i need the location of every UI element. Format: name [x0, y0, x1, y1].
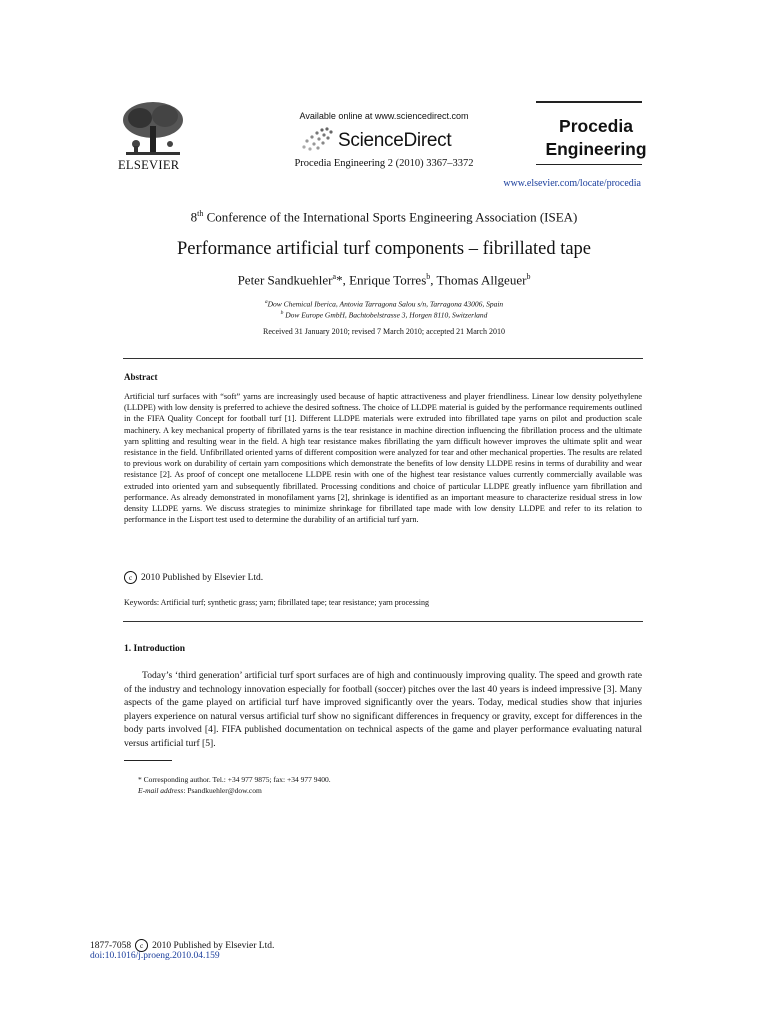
issn: 1877-7058 [90, 940, 132, 951]
corresponding-mark: * [336, 272, 343, 288]
affiliation-text: Dow Europe GmbH, Bachtobelstrasse 3, Horgen 8110, Switzerland [285, 310, 488, 320]
author-list: Peter Sandkuehler$^a$*, Enrique Torres$^b$, Thomas Allgeuer$^b$ [237, 272, 531, 288]
publisher-name: ELSEVIER [118, 158, 180, 172]
journal-url-link[interactable]: www.elsevier.com/locate/procedia [503, 178, 641, 189]
brand-rule-top [536, 101, 642, 103]
conference-name: Conference of the International Sports Engineering Association (ISEA) [203, 209, 578, 225]
received-dates: Received 31 January 2010; revised 7 March 2010; accepted 21 March 2010 [263, 327, 505, 336]
abstract-rule-bottom [123, 621, 643, 622]
abstract-rule-top [123, 358, 643, 359]
author-affiliation-mark: b [426, 272, 431, 281]
journal-brand-line1: Procedia [559, 116, 633, 136]
author-affiliation-mark: a [332, 272, 337, 281]
conference-ordinal: 8 [190, 209, 198, 225]
footnote-corresponding: * Corresponding author. Tel.: +34 977 9875; fax: +34 977 9400. [138, 775, 331, 784]
abstract-body: Artificial turf surfaces with “soft” yarns are increasingly used because of haptic attractiveness and player friendliness. Linear low density polyethylene (LLDPE) with low density is preferred to achieve the desired softness. The choice of LLDPE material is guided by the performance requirements outlined in the FIFA Quality Concept for football turf [1]. Different LLDPE materials were extruded into fibrillated tape yarns on pilot and production scale machinery. A key mechanical property of fibrillated yarns is the tear resistance in machine direction influencing the fibrillation process and the ultimate yarn splitting and resulting wear in the field. A high tear resistance makes fibrillating the yarn difficult however improves the ultimate split and wear resistance in the field. Unfibrillated oriented yarns of different composition were analyzed for tear and other mechanical properties. The results are related to previous work on durability of certain yarn compositions which demonstrate the benefits of low density LLDPE resins in terms of durability and wear resistance [2]. As proof of concept one metallocene LLDPE resin with one of the highest tear resistance values currently commercially available was extruded into oriented yarn and subsequently fibrillated. Processing conditions and choice of particular LLDPE greatly influence yarn fibrillation and performance. As already demonstrated in monofilament yarns [2], shrinkage is identified as an important measure to characterize residual stress in low density LLDPE yarns. We discuss strategies to minimize shrinkage for fibrillated tape made with low density LLDPE and refer to its relation to performance in the Lisport test used to determine the durability of an artificial turf yarn. [124, 392, 642, 525]
conference-line [0, 209, 768, 225]
email-address: : Psandkuehler@dow.com [183, 786, 262, 795]
author-name: Enrique Torres [349, 272, 427, 288]
footer-copyright: 2010 Published by Elsevier Ltd. [152, 940, 275, 951]
copyright-icon: c [124, 571, 137, 584]
keywords: Keywords: Artificial turf; synthetic grass; yarn; fibrillated tape; tear resistance; yarn processing [124, 598, 430, 607]
copyright-text: 2010 Published by Elsevier Ltd. [141, 572, 264, 583]
sciencedirect-dots-logo [300, 126, 336, 152]
affiliation-mark: b [280, 310, 284, 316]
paper-title: Performance artificial turf components – fibrillated tape [176, 239, 592, 259]
author-name: Peter Sandkuehler [237, 272, 333, 288]
journal-reference: Procedia Engineering 2 (2010) 3367–3372 [294, 158, 474, 169]
copyright-icon: c [135, 939, 148, 952]
affiliation-mark: a [264, 299, 268, 305]
introduction-paragraph: Today’s ‘third generation’ artificial turf sport surfaces are of high and continuously improving quality. The speed and growth rate of the industry and technology innovation especially for football (soccer) pitches over the last 40 years is indeed impressive [3]. Many aspects of the game played on artificial turf have improved significantly over the years. Today, medical studies show that injuries players experience on natural versus artificial turf show no significant differences in frequency or gravity, except for differences in the body parts involved [4]. FIFA published documentation on technical aspects of the game and player performance evaluating natural versus artificial turf [5]. [124, 670, 642, 749]
email-label: E-mail address [138, 786, 184, 795]
elsevier-tree-logo [118, 100, 188, 158]
footnote-rule [124, 760, 172, 761]
abstract-heading: Abstract [124, 372, 158, 382]
affiliation-a [0, 299, 768, 309]
author-affiliation-mark: b [526, 272, 531, 281]
footnote-email [138, 786, 262, 795]
available-online: Available online at www.sciencedirect.com [299, 111, 469, 121]
abstract-copyright [124, 571, 263, 584]
affiliation-text: Dow Chemical Iberica, Antovia Tarragona Salou s/n, Tarragona 43006, Spain [267, 299, 504, 309]
author-name: Thomas Allgeuer [436, 272, 527, 288]
doi-link[interactable]: doi:10.1016/j.proeng.2010.04.159 [90, 951, 220, 961]
journal-brand-line2: Engineering [545, 139, 647, 159]
section-heading-introduction: 1. Introduction [124, 644, 186, 654]
brand-rule-bottom [536, 164, 642, 165]
conference-ordinal-suffix: th [197, 209, 204, 218]
sciencedirect-wordmark: ScienceDirect [338, 130, 452, 151]
affiliation-b [0, 310, 768, 320]
